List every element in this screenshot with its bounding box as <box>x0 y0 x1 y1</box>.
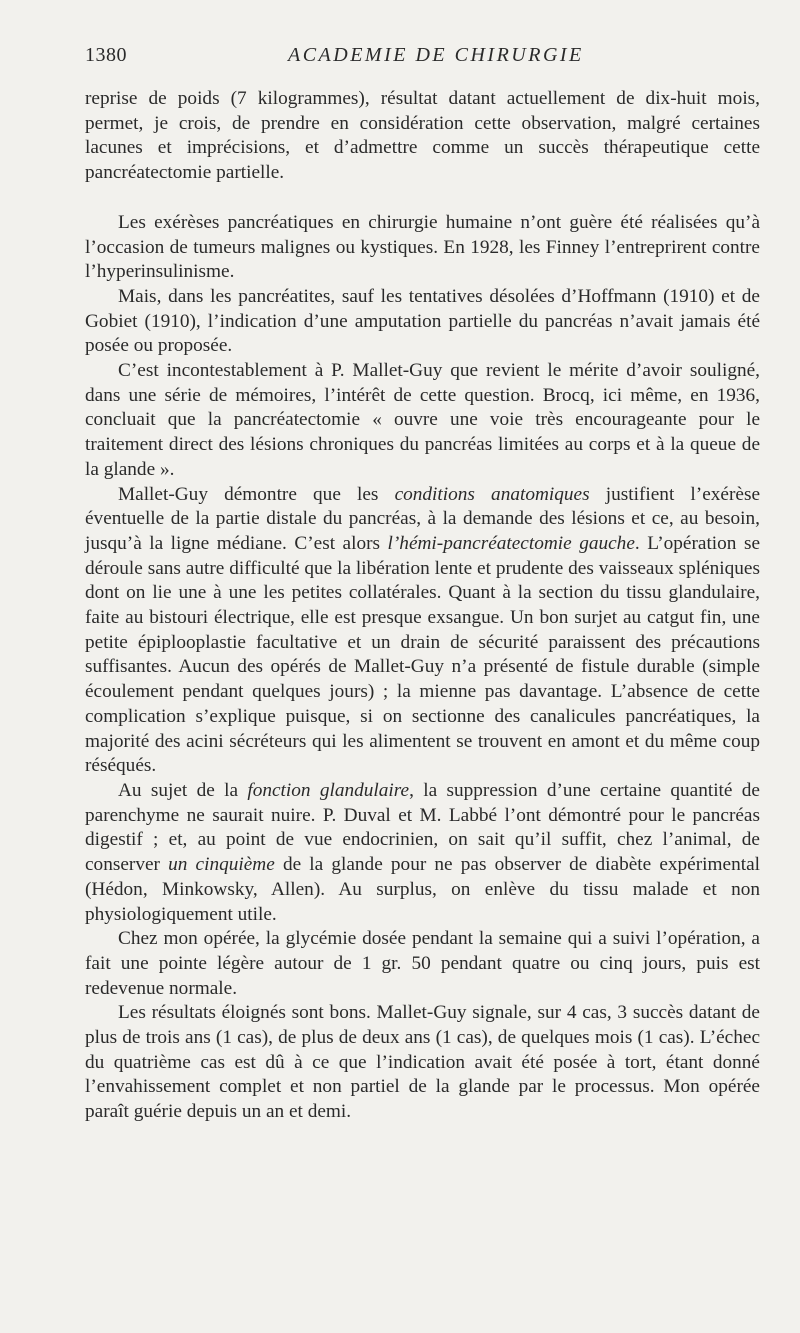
text-run: reprise de poids (7 kilogrammes), résultat datant actuellement de dix-huit mois, permet, je crois, de prendre en considération cette observation, malgré certaines lacunes et imprécisions, et d’admettre comme un succès thérapeutique cette pancréatectomie partielle. <box>85 88 760 184</box>
page-header <box>85 44 760 74</box>
text-run: Mallet-Guy démontre que les <box>118 483 395 505</box>
text-run: de la glande pour ne pas observer de diabète expérimental (Hédon, Minkowsky, Allen). Au surplus, on enlève du tissu malade et non physiologiquement utile. <box>85 854 760 925</box>
paragraph <box>85 359 760 483</box>
text-run: justifient l’exérèse éventuelle de la partie distale du pancréas, à la demande des lésions et ce, au besoin, jusqu’à la ligne médiane. C’est alors <box>85 483 761 554</box>
text-run: Les exérèses pancréatiques en chirurgie humaine n’ont guère été réalisées qu’à l’occasion de tumeurs malignes ou kystiques. En 1928, les Finney l’entreprirent contre l’hyperinsulinisme. <box>85 211 760 283</box>
paragraph <box>85 483 760 779</box>
paragraph <box>85 211 760 285</box>
text-run: C’est incontestablement à P. Mallet-Guy que revient le mérite d’avoir souligné, dans une série de mémoires, l’intérêt de cette question. Brocq, ici même, en 1936, concluait que la pancréatectomie « ouvre une voie très encourageante pour le traitement direct des lésions chroniques du pancréas limitées au corps et à la queue de la glande ». <box>85 360 760 480</box>
text-run: , la suppression d’une certaine quantité de parenchyme ne saurait nuire. P. Duval et M. Labbé l’ont démontré pour le pancréas digestif ; et, au point de vue endocrinien, on sait qu’il suffit, chez l’animal, de conserver <box>85 779 760 876</box>
paragraph <box>85 87 760 186</box>
body-text <box>85 87 760 1125</box>
italic-text-run: fonction glandulaire <box>247 779 410 801</box>
paragraph <box>85 927 760 1001</box>
page-number: 1380 <box>85 44 127 66</box>
italic-text-run: l’hémi-pancréatectomie gauche <box>387 532 635 554</box>
text-run: Au sujet de la <box>118 779 248 801</box>
paragraph <box>85 285 760 359</box>
text-run: Les résultats éloignés sont bons. Mallet-Guy signale, sur 4 cas, 3 succès datant de plus de trois ans (1 cas), de plus de deux ans (1 cas), de quelques mois (1 cas). L’échec du quatrième cas est dû à ce que l’indication avait été posée à tort, étant donné l’envahissement complet et non partiel de la glande par le processus. Mon opérée paraît guérie depuis un an et demi. <box>85 1002 760 1123</box>
italic-text-run: conditions anatomiques <box>394 483 590 505</box>
italic-text-run: un cinquième <box>168 854 275 876</box>
running-title: ACADEMIE DE CHIRURGIE <box>288 44 584 66</box>
text-run: Chez mon opérée, la glycémie dosée pendant la semaine qui a suivi l’opération, a fait une pointe légère autour de 1 gr. 50 pendant quatre ou cinq jours, puis est redevenue normale. <box>85 928 760 999</box>
paragraph <box>85 1001 760 1125</box>
paragraph <box>85 779 760 927</box>
text-run: . L’opération se déroule sans autre difficulté que la libération lente et prudente des vaisseaux spléniques dont on lie une à une les petites collatérales. Quant à la section du tissu glandulaire, faite au bistouri électrique, elle est presque exsangue. Un bon surjet au catgut fin, une petite épiplooplastie facultative et un drain de sécurité paraissent des précautions suffisantes. Aucun des opérés de Mallet-Guy n’a présenté de fistule durable (simple écoulement pendant quelques jours) ; la mienne pas davantage. L’absence de cette complication s’explique puisque, si on sectionne des canalicules pancréatiques, la majorité des acini sécréteurs qui les alimentent se trouvent en amont et du même coup réséqués. <box>85 532 761 777</box>
text-run: Mais, dans les pancréatites, sauf les tentatives désolées d’Hoffmann (1910) et de Gobiet (1910), l’indication d’une amputation partielle du pancréas n’avait jamais été posée ou proposée. <box>85 285 760 357</box>
